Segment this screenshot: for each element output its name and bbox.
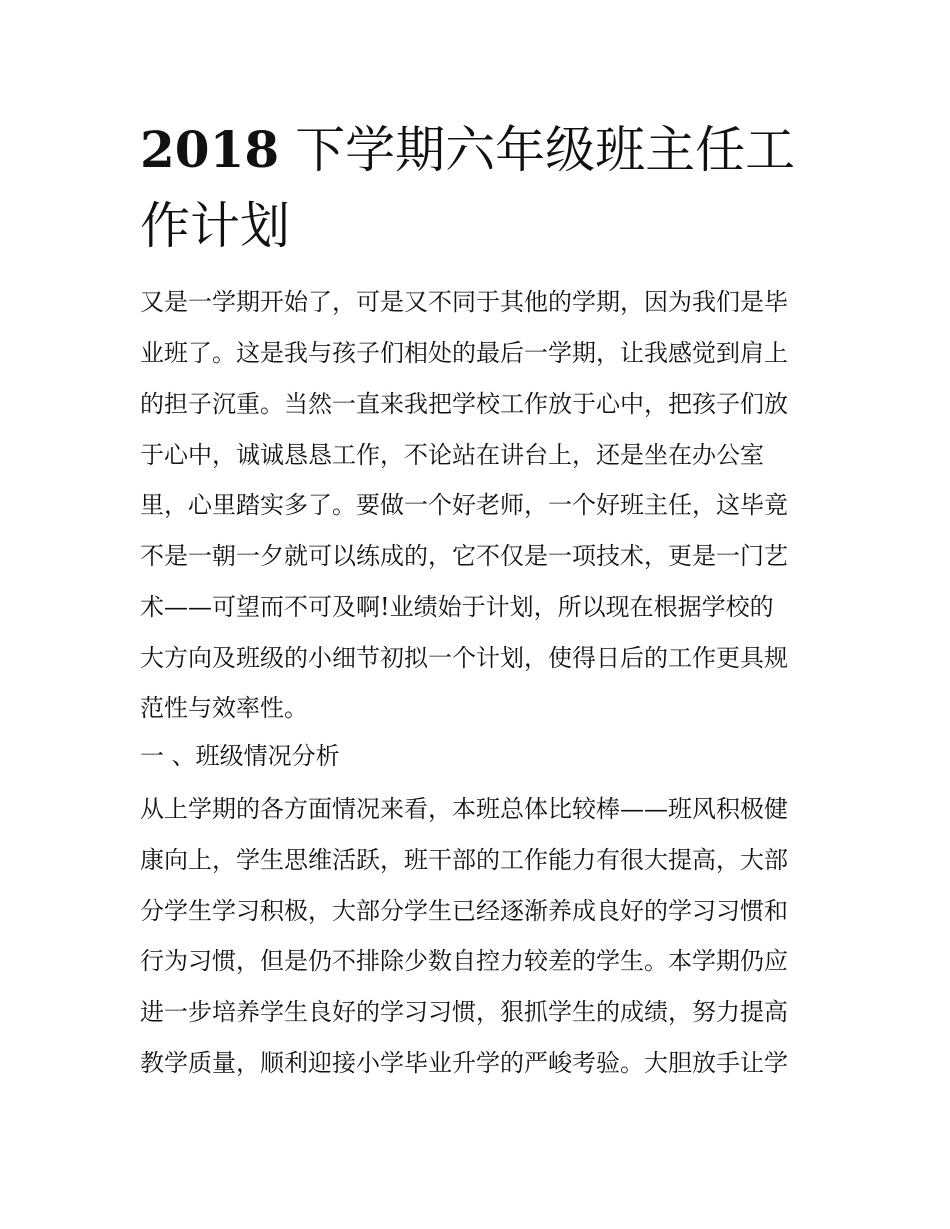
paragraph-line: 里，心里踏实多了。要做一个好老师，一个好班主任，这毕竟 (140, 491, 788, 519)
paragraph-line: 的担子沉重。当然一直来我把学校工作放于心中，把孩子们放 (140, 390, 788, 418)
paragraph-line: 范性与效率性。 (140, 694, 308, 722)
paragraph-line: 于心中，诚诚恳恳工作，不论站在讲台上，还是坐在办公室 (140, 441, 764, 469)
paragraph-line: 分学生学习积极，大部分学生已经逐渐养成良好的学习习惯和 (140, 897, 788, 925)
title-text: 下学期六年级班主任工作计划 (140, 121, 796, 255)
section-heading: 一 、班级情况分析 (140, 742, 340, 770)
paragraph-line: 不是一朝一夕就可以练成的，它不仅是一项技术，更是一门艺 (140, 542, 788, 570)
paragraph-line: 术——可望而不可及啊!业绩始于计划，所以现在根据学校的 (140, 593, 774, 621)
paragraph-line: 又是一学期开始了，可是又不同于其他的学期，因为我们是毕 (140, 288, 788, 316)
title-year: 2018 (140, 120, 280, 179)
paragraph-line: 教学质量，顺利迎接小学毕业升学的严峻考验。大胆放手让学 (140, 1049, 788, 1077)
paragraph-line: 业班了。这是我与孩子们相处的最后一学期，让我感觉到肩上 (140, 339, 788, 367)
document-title (140, 112, 820, 264)
paragraph-line: 大方向及班级的小细节初拟一个计划，使得日后的工作更具规 (140, 644, 788, 672)
paragraph-line: 康向上，学生思维活跃，班干部的工作能力有很大提高，大部 (140, 846, 788, 874)
paragraph-line: 行为习惯，但是仍不排除少数自控力较差的学生。本学期仍应 (140, 947, 788, 975)
paragraph-line: 进一步培养学生良好的学习习惯，狠抓学生的成绩，努力提高 (140, 998, 788, 1026)
paragraph-line: 从上学期的各方面情况来看，本班总体比较棒——班风积极健 (140, 795, 788, 823)
